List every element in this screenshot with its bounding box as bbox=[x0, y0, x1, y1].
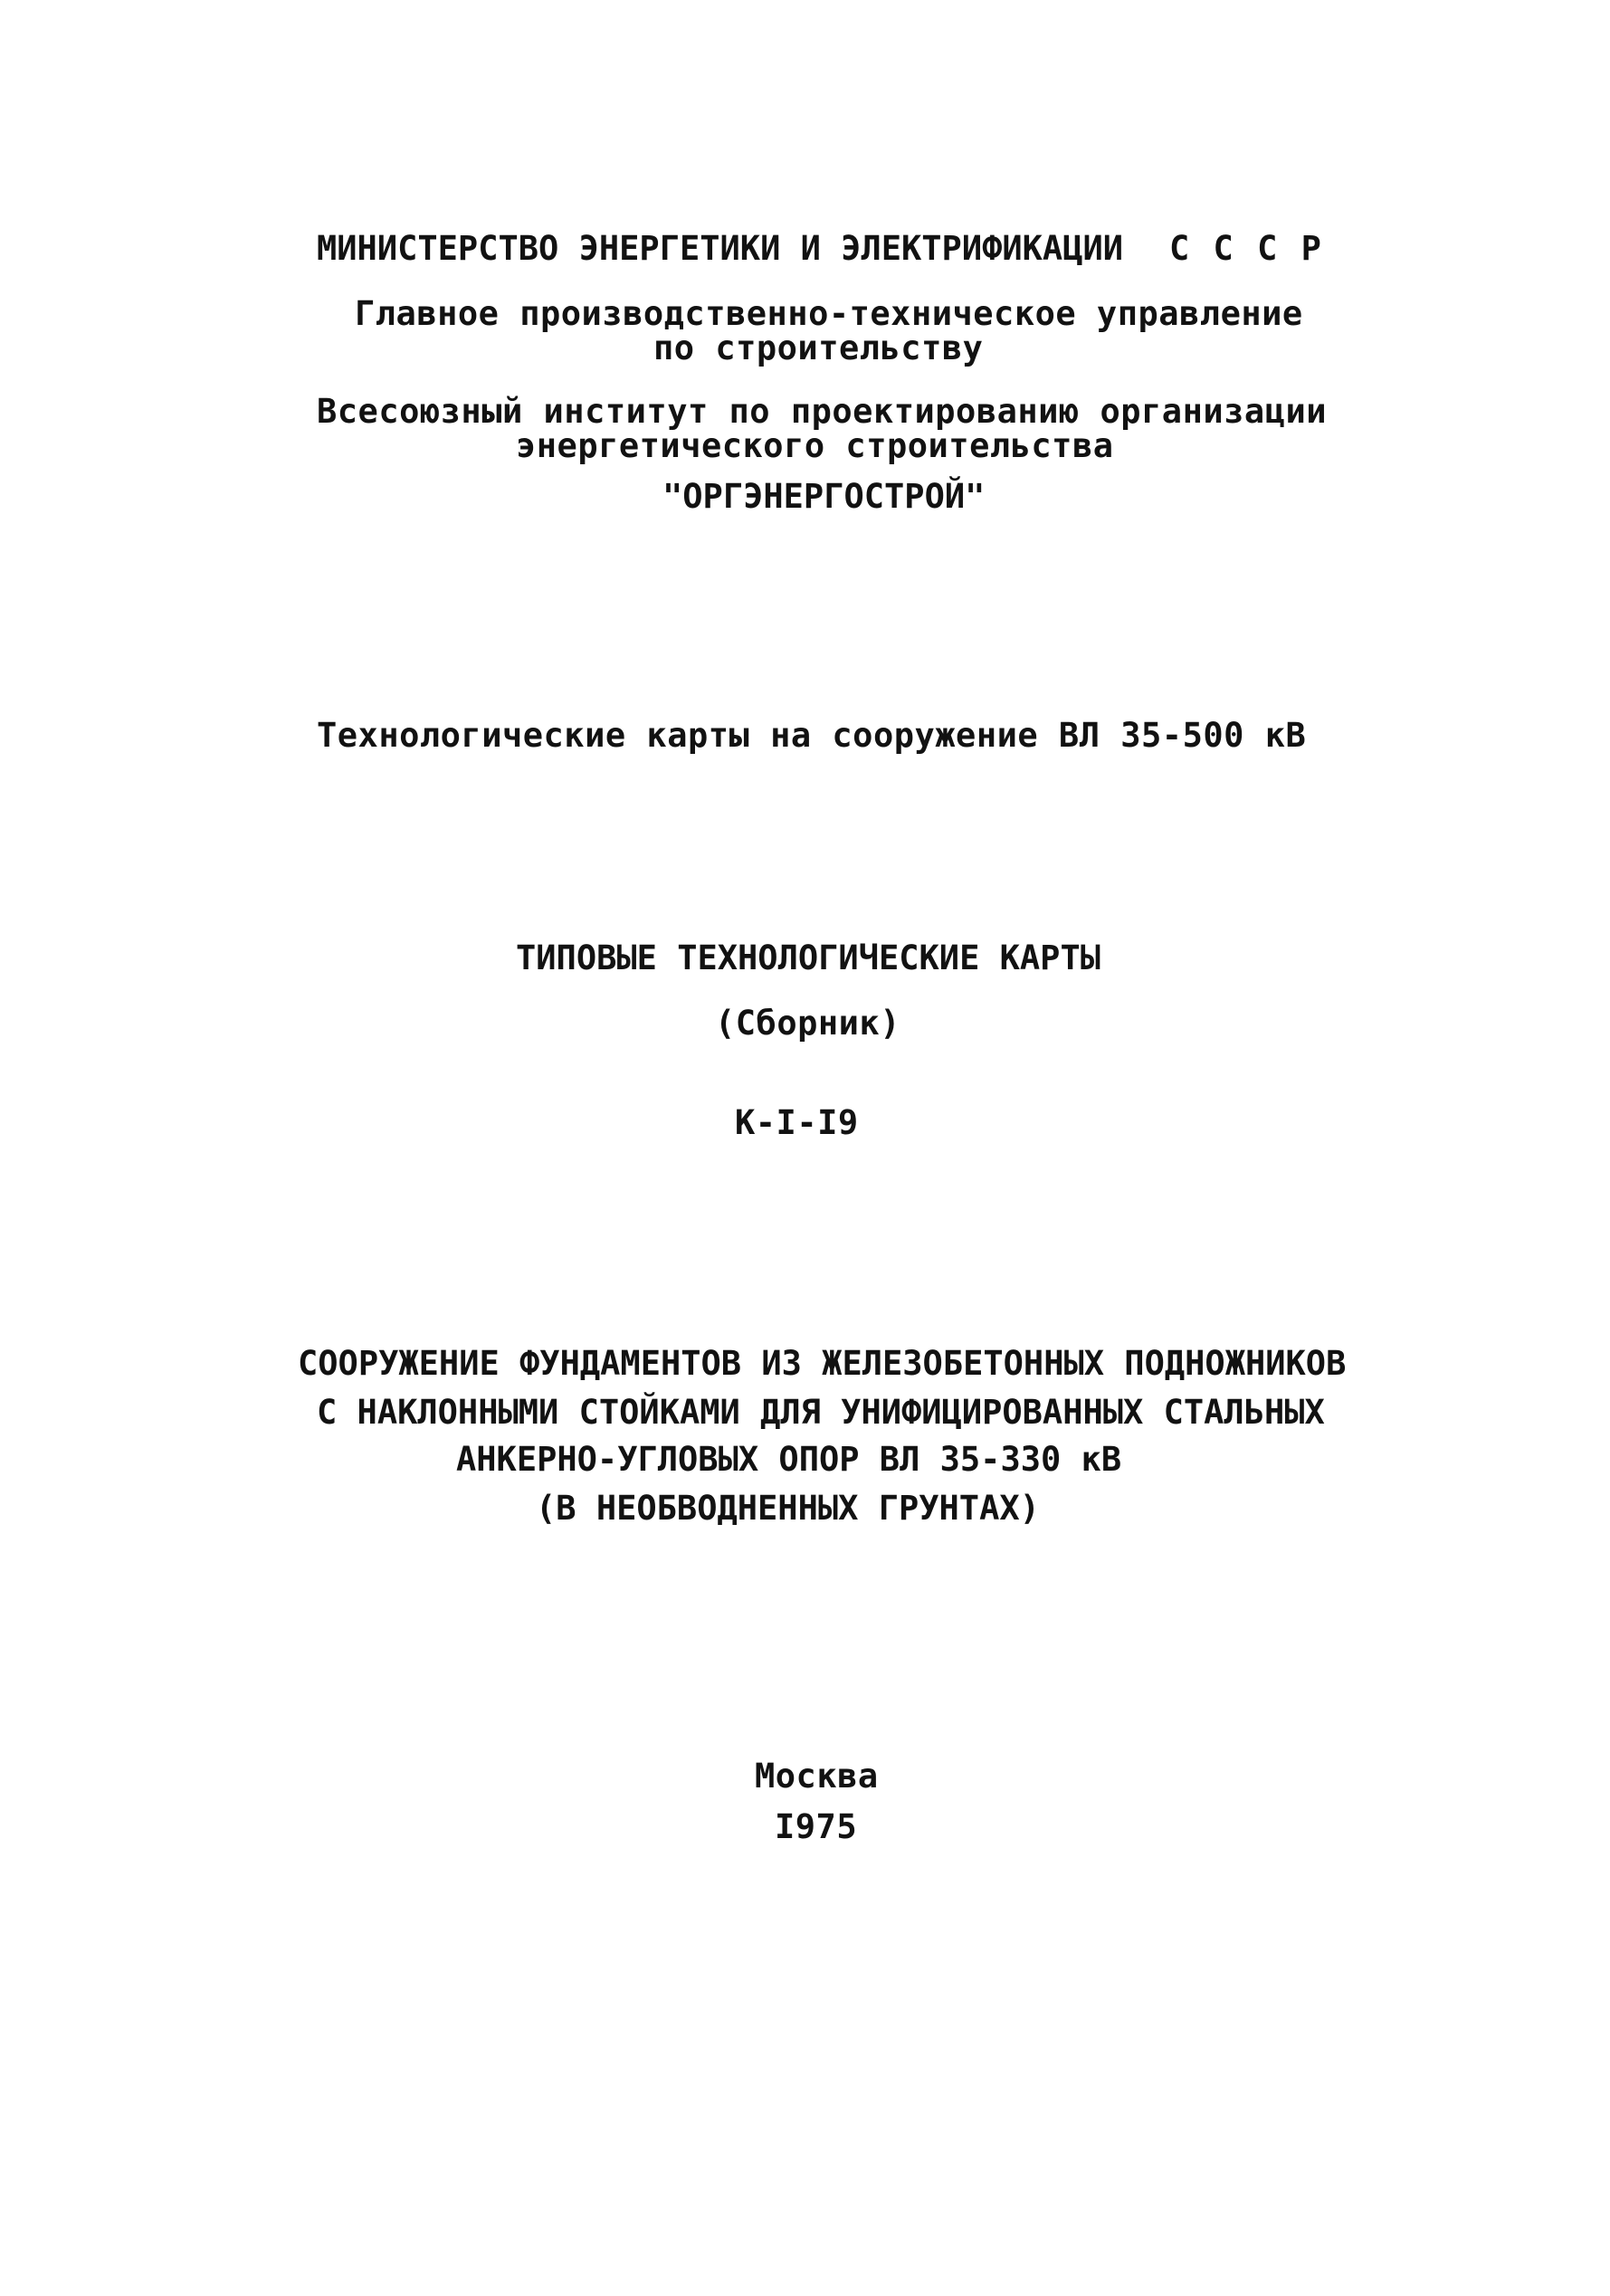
directorate-line-2: по строительству bbox=[653, 329, 984, 367]
imprint-city: Москва bbox=[755, 1757, 879, 1796]
collection-subtitle: (Сборник) bbox=[715, 1004, 900, 1043]
imprint-year: I975 bbox=[775, 1807, 858, 1846]
subject-line-1: СООРУЖЕНИЕ ФУНДАМЕНТОВ ИЗ ЖЕЛЕЗОБЕТОННЫХ ПОДНОЖНИКОВ bbox=[298, 1344, 1347, 1383]
institute-line-2: энергетического строительства bbox=[516, 426, 1114, 465]
collection-code: К-I-I9 bbox=[735, 1103, 859, 1142]
subject-line-2: С НАКЛОННЫМИ СТОЙКАМИ ДЛЯ УНИФИЦИРОВАННЫХ СТАЛЬНЫХ bbox=[317, 1393, 1325, 1432]
subject-line-4: (В НЕОБВОДНЕННЫХ ГРУНТАХ) bbox=[536, 1489, 1040, 1528]
country-abbreviation: С С С Р bbox=[1169, 229, 1323, 268]
subject-line-3: АНКЕРНО-УГЛОВЫХ ОПОР ВЛ 35-330 кВ bbox=[456, 1440, 1122, 1479]
collection-title: ТИПОВЫЕ ТЕХНОЛОГИЧЕСКИЕ КАРТЫ bbox=[516, 938, 1101, 977]
institute-name: "ОРГЭНЕРГОСТРОЙ" bbox=[662, 477, 986, 516]
ministry-name: МИНИСТЕРСТВО ЭНЕРГЕТИКИ И ЭЛЕКТРИФИКАЦИИ bbox=[317, 229, 1124, 268]
directorate-line-1: Главное производственно-техническое управление bbox=[355, 294, 1303, 333]
institute-line-1: Всесоюзный институт по проектированию организации bbox=[317, 392, 1328, 431]
series-title: Технологические карты на сооружение ВЛ 35-500 кВ bbox=[317, 716, 1307, 755]
